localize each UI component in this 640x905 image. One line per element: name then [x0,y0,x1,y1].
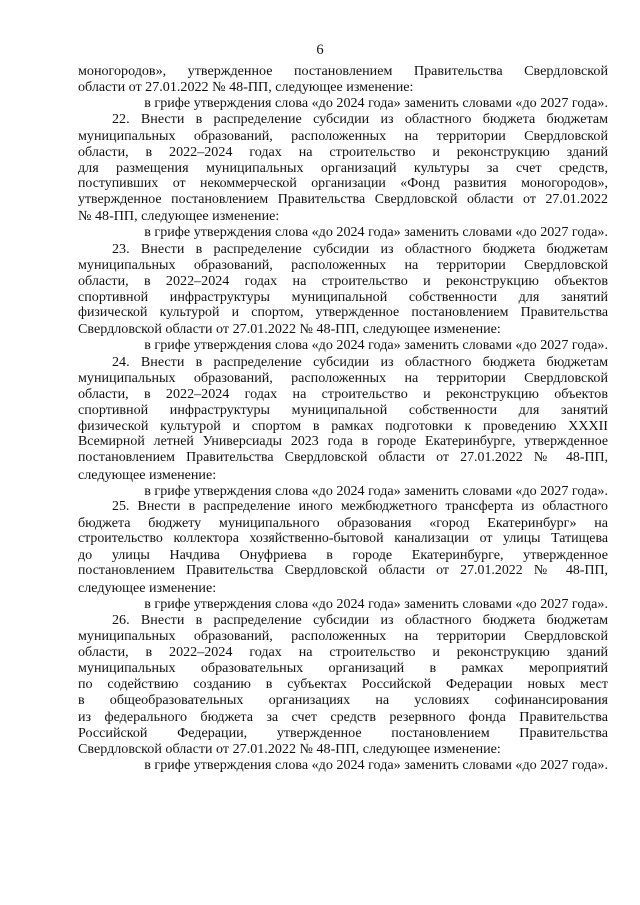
page-number: 6 [316,42,324,58]
text-line: следующее изменение: [78,466,217,483]
amendment-line: в грифе утверждения слова «до 2024 года» заменить словами «до 2027 года». [144,482,608,499]
text-line: моногородов», утвержденное постановлением Правительства Свердловской [78,63,608,79]
text-line: Российской Федерации, утвержденное постановлением Правительства [78,724,608,741]
text-line: физической культурой и спортом, утвержденное постановлением Правительства [78,305,608,321]
text-line: 25. Внести в распределение иного межбюджетного трансферта из областного [112,498,608,514]
text-line: муниципальных образований, расположенных на территории Свердловской [78,627,608,644]
text-line: № 48-ПП, следующее изменение: [78,208,280,225]
text-line: спортивной инфраструктуры муниципальной собственности для занятий [78,401,608,418]
text-line: бюджета бюджету муниципального образования «город Екатеринбург» на [78,514,608,531]
text-line: области, в 2022–2024 годах на строительство и реконструкцию зданий [78,143,608,160]
text-line: строительство коллектора хозяйственно-бытовой канализации от улицы Татищева [78,531,608,547]
text-line: Свердловской области от 27.01.2022 № 48-ПП, следующее изменение: [78,321,501,338]
amendment-line: в грифе утверждения слова «до 2024 года» заменить словами «до 2027 года». [144,224,608,241]
text-line: в общеобразовательных организациях на условиях софинансирования [78,692,608,709]
text-line: 24. Внести в распределение субсидии из областного бюджета бюджетам [112,353,608,370]
document-body [78,63,608,773]
text-line: Свердловской области от 27.01.2022 № 48-ПП, следующее изменение: [78,740,501,757]
text-line: области, в 2022–2024 годах на строительство и реконструкцию объектов [78,385,608,402]
text-line: по содействию созданию в субъектах Российской Федерации новых мест [78,676,608,693]
text-line: следующее изменение: [78,579,217,596]
amendment-line: в грифе утверждения слова «до 2024 года» заменить словами «до 2027 года». [144,337,608,354]
text-line: 23. Внести в распределение субсидии из областного бюджета бюджетам [112,240,608,257]
text-line: области, в 2022–2024 годах на строительство и реконструкцию объектов [78,272,608,289]
text-line: до улицы Начдива Онуфриева в городе Екатеринбурге, утвержденное [78,547,608,564]
text-line: постановлением Правительства Свердловской области от 27.01.2022 № 48-ПП, [78,563,608,579]
text-line: поступивших от некоммерческой организации «Фонд развития моногородов», [78,175,608,191]
text-line: постановлением Правительства Свердловской области от 27.01.2022 № 48-ПП, [78,450,608,466]
text-line: муниципальных образований, расположенных на территории Свердловской [78,256,608,273]
text-line: из федерального бюджета за счет средств резервного фонда Правительства [78,708,608,725]
amendment-line: в грифе утверждения слова «до 2024 года» заменить словами «до 2027 года». [144,595,608,612]
text-line: 26. Внести в распределение субсидии из областного бюджета бюджетам [112,611,608,628]
text-line: для размещения муниципальных организаций культуры за счет средств, [78,159,608,176]
text-line: спортивной инфраструктуры муниципальной собственности для занятий [78,288,608,305]
text-line: области от 27.01.2022 № 48-ПП, следующее изменение: [78,79,414,96]
amendment-line: в грифе утверждения слова «до 2024 года» заменить словами «до 2027 года». [144,95,608,112]
text-line: муниципальных образовательных организаций в рамках мероприятий [78,660,608,677]
text-line: муниципальных образований, расположенных на территории Свердловской [78,369,608,386]
text-line: физической культурой и спортом в рамках подготовки к проведению XXXII [78,418,608,435]
text-line: муниципальных образований, расположенных на территории Свердловской [78,127,608,144]
text-line: 22. Внести в распределение субсидии из областного бюджета бюджетам [112,111,608,128]
text-line: Всемирной летней Универсиады 2023 года в городе Екатеринбурге, утвержденное [78,434,608,450]
amendment-line: в грифе утверждения слова «до 2024 года» заменить словами «до 2027 года». [144,757,608,774]
text-line: утвержденное постановлением Правительства Свердловской области от 27.01.2022 [78,192,608,208]
text-line: области, в 2022–2024 годах на строительство и реконструкцию зданий [78,644,608,661]
